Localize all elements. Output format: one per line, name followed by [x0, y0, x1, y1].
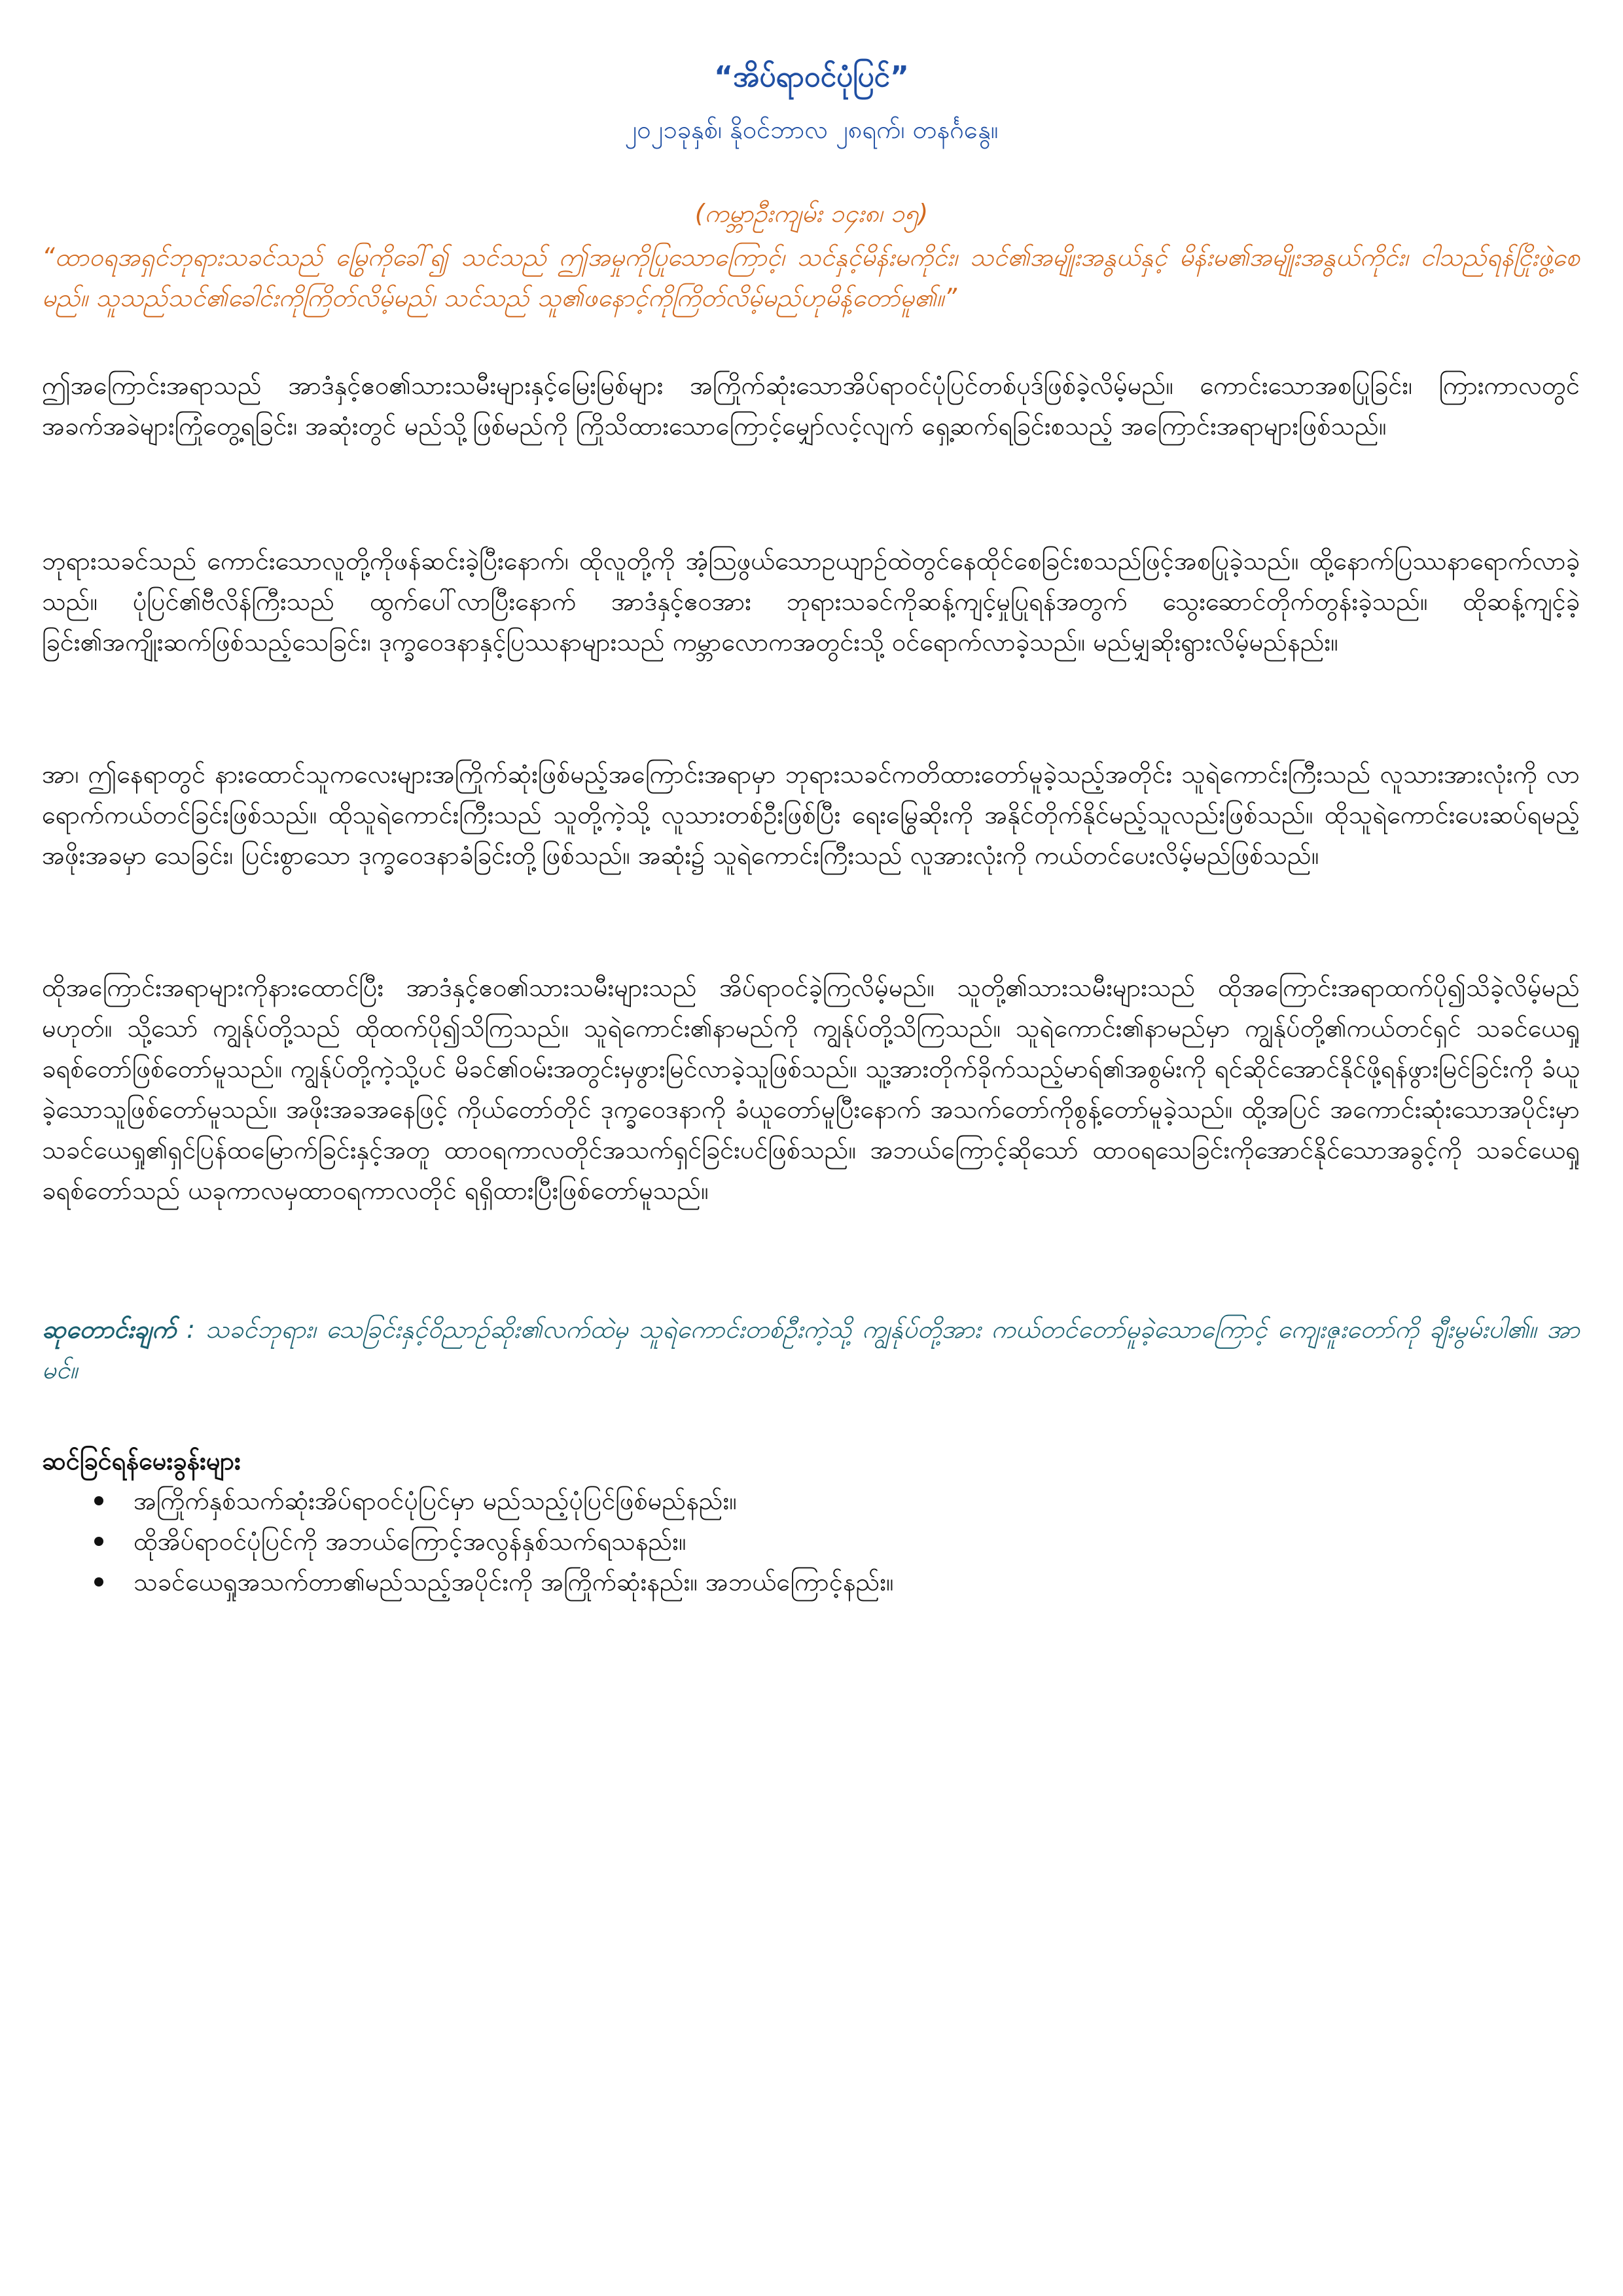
- question-item: [42, 1562, 1580, 1602]
- bullet-icon: [94, 1496, 103, 1505]
- bullet-icon: [94, 1577, 103, 1587]
- question-text: သခင်ယေရှုအသက်တာ၏မည်သည့်အပိုင်းကို အကြိုက်ဆုံးနည်း။ အဘယ်ကြောင့်နည်း။: [134, 1568, 894, 1596]
- question-item: [42, 1521, 1580, 1562]
- page-title: “အိပ်ရာဝင်ပုံပြင်”: [714, 60, 909, 94]
- question-text: ထိုအိပ်ရာဝင်ပုံပြင်ကို အဘယ်ကြောင့်အလွန်နှစ်သက်ရသနည်း။: [134, 1527, 687, 1556]
- bullet-icon: [94, 1537, 103, 1546]
- questions-heading: ဆင်ခြင်ရန်မေးခွန်းများ: [42, 1446, 241, 1475]
- body-paragraph-3: အာ၊ ဤနေရာတွင် နားထောင်သူကလေးများအကြိုက်ဆုံးဖြစ်မည့်အကြောင်းအရာမှာ ဘုရားသခင်ကတိထားတော်မူခဲ့သည့်အတိုင်း သူရဲကောင်းကြီးသည် လူသားအားလုံးကို လာရောက်ကယ်တင်ခြင်းဖြစ်သည်။ ထိုသူရဲကောင်းကြီးသည် သူတို့ကဲ့သို့ လူသားတစ်ဦးဖြစ်ပြီး ရေးမြွေဆိုးကို အနိုင်တိုက်နိုင်မည့်သူလည်းဖြစ်သည်။ ထိုသူရဲကောင်းပေးဆပ်ရမည့်အဖိုးအခမှာ သေခြင်း၊ ပြင်းစွာသော ဒုက္ခဝေဒနာခံခြင်းတို့ဖြစ်သည်။ အဆုံး၌ သူရဲကောင်းကြီးသည် လူအားလုံးကို ကယ်တင်ပေးလိမ့်မည်ဖြစ်သည်။: [42, 760, 1580, 870]
- body-paragraph-1: ဤအကြောင်းအရာသည် အာဒံနှင့်ဧဝ၏သားသမီးများနှင့်မြေးမြစ်များ အကြိုက်ဆုံးသောအိပ်ရာဝင်ပုံပြင်တစ်ပုဒ်ဖြစ်ခဲ့လိမ့်မည်။ ကောင်းသောအစပြုခြင်း၊ ကြားကာလတွင် အခက်အခဲများကြုံတွေ့ရခြင်း၊ အဆုံးတွင် မည်သို့ဖြစ်မည်ကို ကြိုသိထားသောကြောင့်မျှော်လင့်လျက် ရှေ့ဆက်ရခြင်းစသည့် အကြောင်းအရာများဖြစ်သည်။: [42, 371, 1580, 440]
- body-paragraph-2: ဘုရားသခင်သည် ကောင်းသောလူတို့ကိုဖန်ဆင်းခဲ့ပြီးနောက်၊ ထိုလူတို့ကို အံ့သြဖွယ်သောဥယျာဉ်ထဲတွင်နေထိုင်စေခြင်းစသည်ဖြင့်အစပြုခဲ့သည်။ ထို့နောက်ပြဿနာရောက်လာခဲ့သည်။ ပုံပြင်၏ဗီလိန်ကြီးသည် ထွက်ပေါ်လာပြီးနောက် အာဒံနှင့်ဧဝအား ဘုရားသခင်ကိုဆန့်ကျင့်မှုပြုရန်အတွက် သွေးဆောင်တိုက်တွန်းခဲ့သည်။ ထိုဆန့်ကျင့်ခဲ့ခြင်း၏အကျိုးဆက်ဖြစ်သည့်သေခြင်း၊ ဒုက္ခဝေဒနာနှင့်ပြဿနာများသည် ကမ္ဘာလောကအတွင်းသို့ ဝင်ရောက်လာခဲ့သည်။ မည်မျှဆိုးရွားလိမ့်မည်နည်း။: [42, 547, 1580, 656]
- body-paragraph-4: ထိုအကြောင်းအရာများကိုနားထောင်ပြီး အာဒံနှင့်ဧဝ၏သားသမီးများသည် အိပ်ရာဝင်ခဲ့ကြလိမ့်မည်။ သူတို့၏သားသမီးများသည် ထိုအကြောင်းအရာထက်ပို၍သိခဲ့လိမ့်မည်မဟုတ်။ သို့သော် ကျွန်ုပ်တို့သည် ထိုထက်ပို၍သိကြသည်။ သူရဲကောင်း၏နာမည်ကို ကျွန်ုပ်တို့သိကြသည်။ သူရဲကောင်း၏နာမည်မှာ ကျွန်ုပ်တို့၏ကယ်တင်ရှင် သခင်ယေရှုခရစ်တော်ဖြစ်တော်မူသည်။ ကျွန်ုပ်တို့ကဲ့သို့ပင် မိခင်၏ဝမ်းအတွင်းမှဖွားမြင်လာခဲ့သူဖြစ်သည်။ သူ့အားတိုက်ခိုက်သည့်မာရ်၏အစွမ်းကို ရင်ဆိုင်အောင်နိုင်ဖို့ရန်ဖွားမြင်ခြင်းကို ခံယူခဲ့သောသူဖြစ်တော်မူသည်။ အဖိုးအခအနေဖြင့် ကိုယ်တော်တိုင် ဒုက္ခဝေဒနာကို ခံယူတော်မူပြီးနောက် အသက်တော်ကိုစွန့်တော်မူခဲ့သည်။ ထို့အပြင် အကောင်းဆုံးသောအပိုင်းမှာ သခင်ယေရှု၏ရှင်ပြန်ထမြောက်ခြင်းနှင့်အတူ ထာဝရကာလတိုင်အသက်ရှင်ခြင်းပင်ဖြစ်သည်။ အဘယ်ကြောင့်ဆိုသော် ထာဝရသေခြင်းကိုအောင်နိုင်သောအခွင့်ကို သခင်ယေရှုခရစ်တော်သည် ယခုကာလမှထာဝရကာလတိုင် ရရှိထားပြီးဖြစ်တော်မူသည်။: [42, 973, 1580, 1205]
- prayer-text: : သခင်ဘုရား၊ သေခြင်းနှင့်ဝိညာဉ်ဆိုး၏လက်ထဲမှ သူရဲကောင်းတစ်ဦးကဲ့သို့ ကျွန်ုပ်တို့အား ကယ်တင်တော်မူခဲ့သောကြောင့် ကျေးဇူးတော်ကို ချီးမွမ်းပါ၏။ အာမင်။: [42, 1315, 1580, 1384]
- prayer-block: [42, 1309, 1580, 1390]
- questions-list: [42, 1480, 1580, 1602]
- question-text: အကြိုက်နှစ်သက်ဆုံးအိပ်ရာဝင်ပုံပြင်မှာ မည်သည့်ပုံပြင်ဖြစ်မည်နည်း။: [134, 1486, 737, 1515]
- scripture-reference: (ကမ္ဘာဦးကျမ်း ၁၄း၈၊ ၁၅): [694, 199, 929, 228]
- question-item: [42, 1480, 1580, 1521]
- scripture-quote: “ထာဝရအရှင်ဘုရားသခင်သည် မြွေကိုခေါ်၍ သင်သည် ဤအမှုကိုပြုသောကြောင့်၊ သင်နှင့်မိန်းမကိုင်း၊ သင်၏အမျိုးအနွယ်နှင့် မိန်းမ၏အမျိုးအနွယ်ကိုင်း၊ ငါသည်ရန်ငြိုးဖွဲ့စေမည်။ သူသည်သင်၏ခေါင်းကိုကြိတ်လိမ့်မည်၊ သင်သည် သူ၏ဖနောင့်ကိုကြိတ်လိမ့်မည်ဟုမိန့်တော်မူ၏။”: [42, 243, 1580, 312]
- prayer-label: ဆုတောင်းချက်: [42, 1315, 177, 1344]
- page-date: ၂၀၂၁ခုနှစ်၊ နိုဝင်ဘာလ ၂၈ရက်၊ တနင်္ဂနွေ။: [624, 115, 999, 144]
